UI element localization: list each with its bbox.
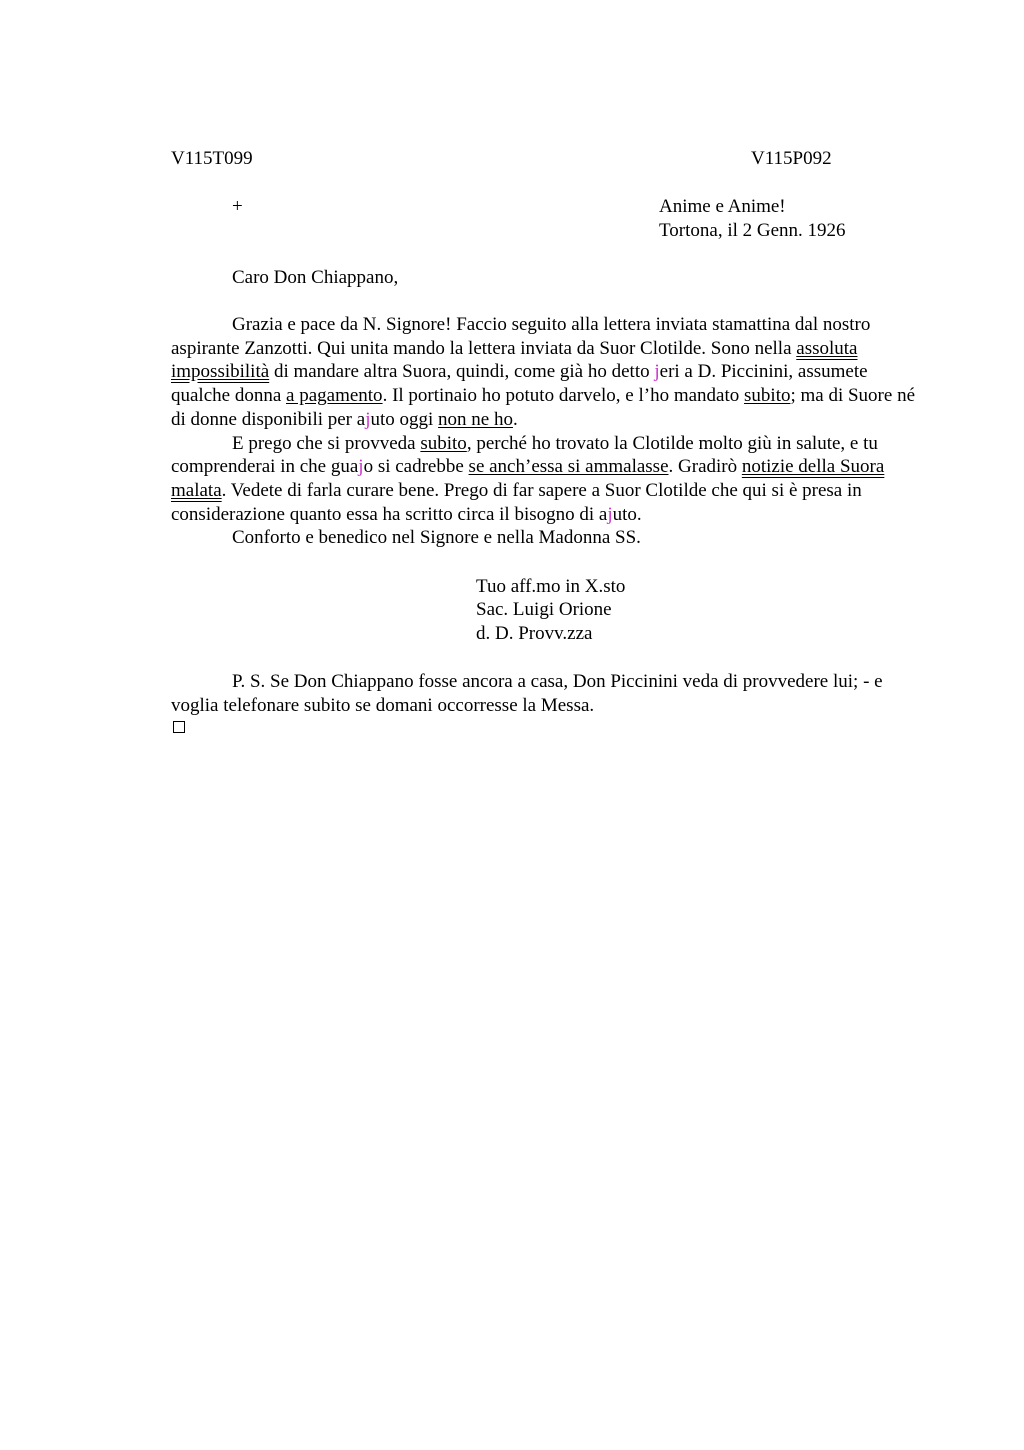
paragraph-3: Conforto e benedico nel Signore e nella Madonna SS. xyxy=(232,527,641,549)
closing-signature: Sac. Luigi Orione xyxy=(476,599,612,620)
highlighted-j: j xyxy=(607,503,613,525)
closing-line-1: Tuo aff.mo in X.sto xyxy=(476,576,626,597)
postscript-block xyxy=(171,670,931,717)
underlined-subito: subito xyxy=(420,432,467,454)
highlighted-j: j xyxy=(654,361,660,383)
end-box-icon xyxy=(173,721,185,733)
motto: Anime e Anime! xyxy=(659,196,786,217)
document-code-left: V115T099 xyxy=(171,148,253,169)
highlighted-j: j xyxy=(365,408,371,430)
underlined-subito: subito xyxy=(744,385,791,407)
underlined-notizie-della-suora: notizie della Suora malata xyxy=(171,456,885,501)
paragraph-2: E prego che si provveda subito, perché ho trovato la Clotilde molto giù in salute, e tu comprenderai in che guajo si cadrebbe se anch’essa si ammalasse. Gradirò notizie della Suora malata. Vedete di farla curare bene. Prego di far sapere a Suor Clotilde che qui si è presa in considerazione quanto essa ha scritto circa il bisogno di ajuto. xyxy=(171,432,885,525)
paragraph-1: Grazia e pace da N. Signore! Faccio seguito alla lettera inviata stamattina dal nostro aspirante Zanzotti. Qui unita mando la lettera inviata da Suor Clotilde. Sono nella assoluta impossibilità di mandare altra Suora, quindi, come già ho detto jeri a D. Piccinini, assumete qualche donna a pagamento. Il portinaio ho potuto darvelo, e l’ho mandato subito; ma di Suore né di donne disponibili per ajuto oggi non ne ho. xyxy=(171,314,915,430)
underlined-non-ne-ho: non ne ho xyxy=(438,408,513,430)
underlined-a-pagamento: a pagamento xyxy=(286,385,383,407)
postscript: P. S. Se Don Chiappano fosse ancora a casa, Don Piccinini veda di provvedere lui; - e voglia telefonare subito se domani occorresse la Messa. xyxy=(171,671,883,716)
underlined-se-anchessa: se anch’essa si ammalasse xyxy=(468,456,669,478)
letter-body xyxy=(171,313,931,550)
highlighted-j: j xyxy=(358,456,364,478)
closing-line-3: d. D. Provv.zza xyxy=(476,623,593,644)
document-code-right: V115P092 xyxy=(751,148,832,169)
cross-mark: + xyxy=(232,196,243,217)
salutation: Caro Don Chiappano, xyxy=(232,267,399,288)
underlined-assoluta-impossibilita: assoluta impossibilità xyxy=(171,337,858,383)
place-date: Tortona, il 2 Genn. 1926 xyxy=(659,220,846,241)
